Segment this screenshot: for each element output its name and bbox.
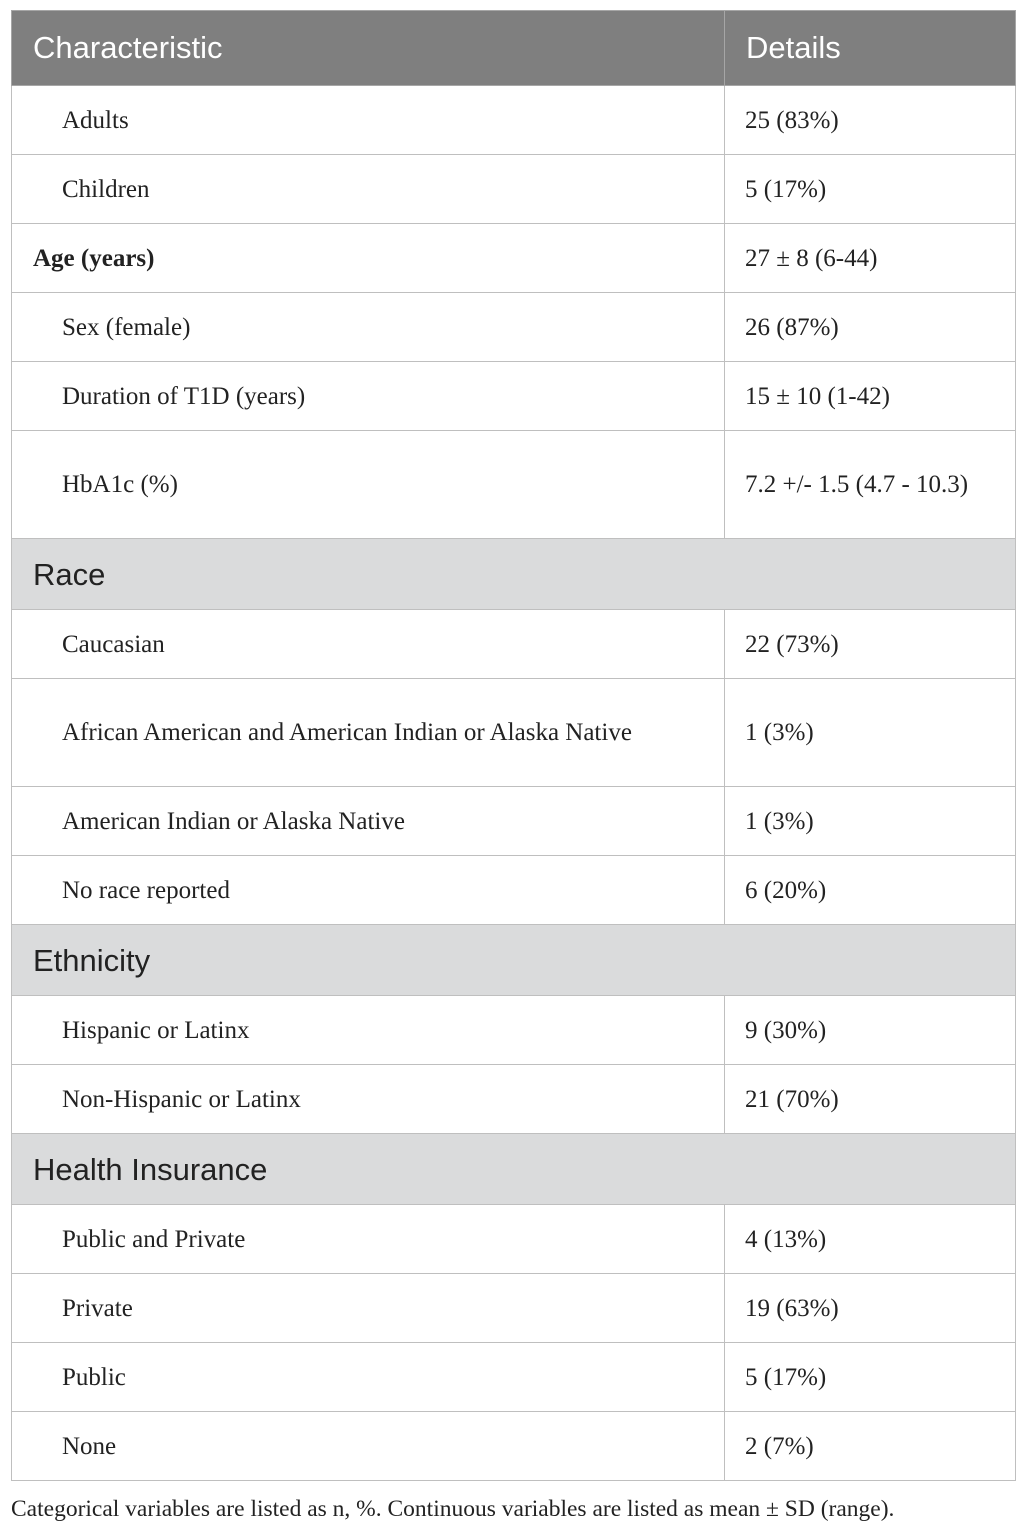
table-row — [12, 679, 1016, 787]
row-label: American Indian or Alaska Native — [12, 787, 725, 856]
table-header-row — [12, 11, 1016, 86]
column-header-characteristic: Characteristic — [12, 11, 725, 86]
table-row — [12, 431, 1016, 539]
row-value: 25 (83%) — [725, 86, 1016, 155]
column-header-details: Details — [725, 11, 1016, 86]
table-row — [12, 787, 1016, 856]
row-value: 7.2 +/- 1.5 (4.7 - 10.3) — [725, 431, 1016, 539]
row-label: No race reported — [12, 856, 725, 925]
row-label: Age (years) — [12, 224, 725, 293]
table-row — [12, 1274, 1016, 1343]
table-row — [12, 155, 1016, 224]
row-value: 5 (17%) — [725, 1343, 1016, 1412]
group-header-row — [12, 1134, 1016, 1205]
table-row — [12, 1343, 1016, 1412]
row-value: 6 (20%) — [725, 856, 1016, 925]
group-header-row — [12, 539, 1016, 610]
row-value: 15 ± 10 (1-42) — [725, 362, 1016, 431]
row-value: 21 (70%) — [725, 1065, 1016, 1134]
table-row — [12, 1412, 1016, 1481]
table-row — [12, 610, 1016, 679]
characteristics-table — [11, 10, 1016, 1481]
row-label: Public and Private — [12, 1205, 725, 1274]
row-value: 2 (7%) — [725, 1412, 1016, 1481]
row-label: Non-Hispanic or Latinx — [12, 1065, 725, 1134]
group-header-health-insurance: Health Insurance — [12, 1134, 1016, 1205]
table-row — [12, 1205, 1016, 1274]
group-header-race: Race — [12, 539, 1016, 610]
table-row — [12, 362, 1016, 431]
row-label: Adults — [12, 86, 725, 155]
table-row — [12, 996, 1016, 1065]
row-value: 4 (13%) — [725, 1205, 1016, 1274]
table-row — [12, 293, 1016, 362]
row-value: 19 (63%) — [725, 1274, 1016, 1343]
group-header-ethnicity: Ethnicity — [12, 925, 1016, 996]
row-label: Children — [12, 155, 725, 224]
row-value: 26 (87%) — [725, 293, 1016, 362]
row-label: Public — [12, 1343, 725, 1412]
table-footnote: Categorical variables are listed as n, %. Continuous variables are listed as mean ± SD (range). — [11, 1496, 895, 1522]
row-label: None — [12, 1412, 725, 1481]
row-label: African American and American Indian or Alaska Native — [12, 679, 725, 787]
row-label: Hispanic or Latinx — [12, 996, 725, 1065]
group-header-row — [12, 925, 1016, 996]
table-row — [12, 856, 1016, 925]
row-label: Sex (female) — [12, 293, 725, 362]
row-label: HbA1c (%) — [12, 431, 725, 539]
row-value: 5 (17%) — [725, 155, 1016, 224]
table-row — [12, 224, 1016, 293]
row-value: 27 ± 8 (6-44) — [725, 224, 1016, 293]
characteristics-table-container — [11, 10, 1015, 1481]
table-row — [12, 1065, 1016, 1134]
row-value: 9 (30%) — [725, 996, 1016, 1065]
row-value: 1 (3%) — [725, 679, 1016, 787]
row-label: Private — [12, 1274, 725, 1343]
row-value: 22 (73%) — [725, 610, 1016, 679]
row-label: Caucasian — [12, 610, 725, 679]
row-label: Duration of T1D (years) — [12, 362, 725, 431]
table-row — [12, 86, 1016, 155]
row-value: 1 (3%) — [725, 787, 1016, 856]
